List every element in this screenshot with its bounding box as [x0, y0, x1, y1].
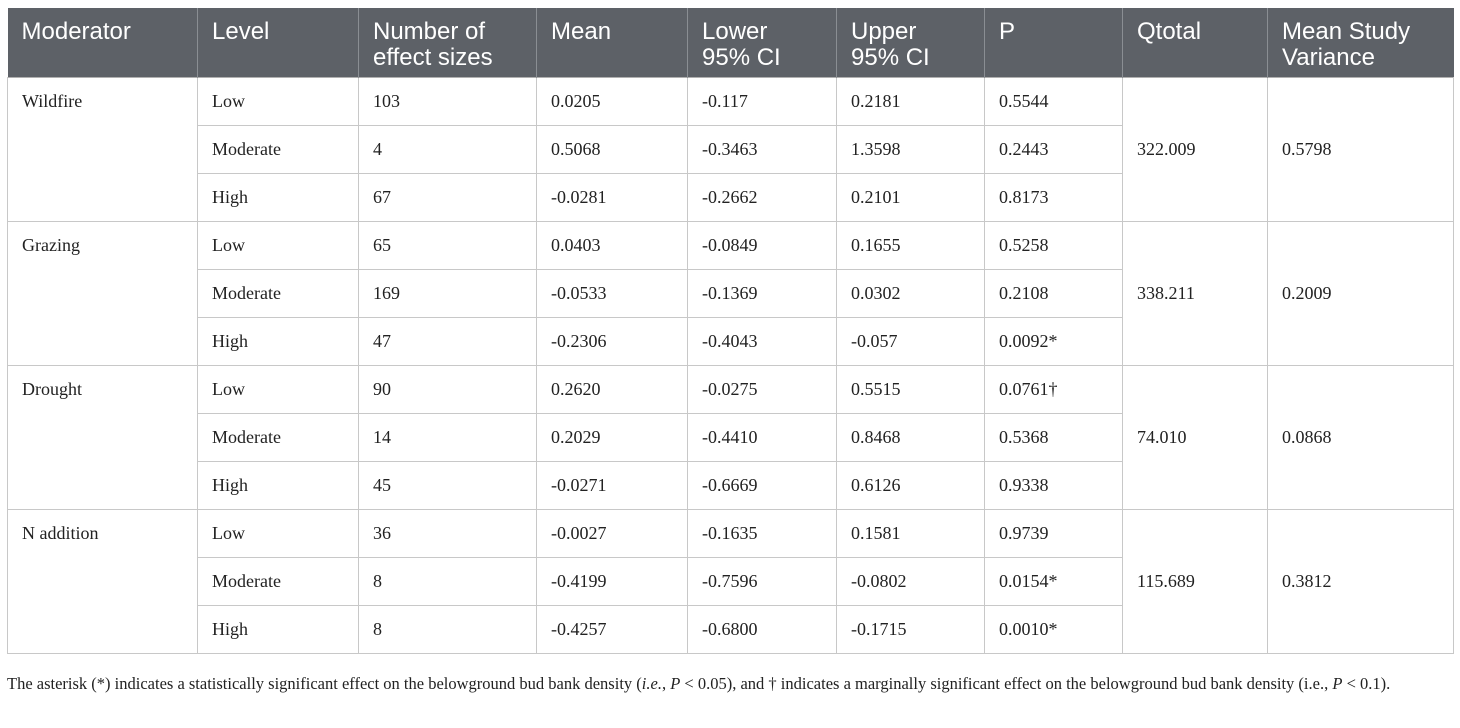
mean-cell: -0.0271 [537, 461, 688, 509]
mean-cell: 0.2029 [537, 413, 688, 461]
table-row [8, 509, 1454, 557]
mean-cell: -0.0027 [537, 509, 688, 557]
lower-ci-cell: -0.6669 [688, 461, 837, 509]
upper-ci-cell: 1.3598 [837, 125, 985, 173]
upper-ci-cell: -0.1715 [837, 605, 985, 653]
p-value-cell: 0.0092* [985, 317, 1123, 365]
effect-size-count-cell: 8 [359, 557, 537, 605]
qtotal-cell: 338.211 [1123, 221, 1268, 365]
p-value-cell: 0.2443 [985, 125, 1123, 173]
header-mean: Mean [537, 8, 688, 77]
header-mean-study-variance: Mean Study Variance [1268, 8, 1454, 77]
table-body [8, 77, 1454, 653]
header-lower-ci: Lower 95% CI [688, 8, 837, 77]
lower-ci-cell: -0.4410 [688, 413, 837, 461]
p-value-cell: 0.2108 [985, 269, 1123, 317]
level-cell: Low [198, 365, 359, 413]
mean-study-variance-cell: 0.5798 [1268, 77, 1454, 221]
mean-study-variance-cell: 0.2009 [1268, 221, 1454, 365]
upper-ci-cell: 0.1655 [837, 221, 985, 269]
moderator-cell: N addition [8, 509, 198, 653]
footnote-text: , [661, 674, 671, 693]
mean-cell: 0.5068 [537, 125, 688, 173]
lower-ci-cell: -0.1635 [688, 509, 837, 557]
upper-ci-cell: 0.6126 [837, 461, 985, 509]
mean-study-variance-cell: 0.0868 [1268, 365, 1454, 509]
mean-cell: -0.0281 [537, 173, 688, 221]
lower-ci-cell: -0.4043 [688, 317, 837, 365]
lower-ci-cell: -0.2662 [688, 173, 837, 221]
p-value-cell: 0.5258 [985, 221, 1123, 269]
upper-ci-cell: 0.8468 [837, 413, 985, 461]
mean-cell: 0.0403 [537, 221, 688, 269]
lower-ci-cell: -0.7596 [688, 557, 837, 605]
p-value-cell: 0.5368 [985, 413, 1123, 461]
lower-ci-cell: -0.117 [688, 77, 837, 125]
upper-ci-cell: 0.2101 [837, 173, 985, 221]
moderator-table [7, 8, 1454, 654]
moderator-cell: Grazing [8, 221, 198, 365]
table-row [8, 221, 1454, 269]
effect-size-count-cell: 47 [359, 317, 537, 365]
p-value-cell: 0.0010* [985, 605, 1123, 653]
footnote-p-symbol: P [670, 674, 681, 693]
effect-size-count-cell: 45 [359, 461, 537, 509]
mean-cell: -0.4199 [537, 557, 688, 605]
upper-ci-cell: 0.0302 [837, 269, 985, 317]
level-cell: Moderate [198, 269, 359, 317]
header-p: P [985, 8, 1123, 77]
effect-size-count-cell: 65 [359, 221, 537, 269]
header-level: Level [198, 8, 359, 77]
table-row [8, 77, 1454, 125]
p-value-cell: 0.0154* [985, 557, 1123, 605]
level-cell: Moderate [198, 557, 359, 605]
level-cell: High [198, 317, 359, 365]
p-value-cell: 0.5544 [985, 77, 1123, 125]
upper-ci-cell: 0.1581 [837, 509, 985, 557]
effect-size-count-cell: 36 [359, 509, 537, 557]
header-moderator: Moderator [8, 8, 198, 77]
footnote-text: < 0.05), and † indicates a marginally significant effect on the belowground bud bank density (i.e., [680, 674, 1333, 693]
header-upper-ci: Upper 95% CI [837, 8, 985, 77]
level-cell: High [198, 461, 359, 509]
effect-size-count-cell: 90 [359, 365, 537, 413]
moderator-cell: Wildfire [8, 77, 198, 221]
mean-cell: -0.0533 [537, 269, 688, 317]
footnote-text: The asterisk (*) indicates a statistically significant effect on the belowground bud bank density ( [7, 674, 642, 693]
table-footnote [7, 673, 1457, 695]
upper-ci-cell: -0.057 [837, 317, 985, 365]
footnote-p-symbol: P [1332, 674, 1343, 693]
qtotal-cell: 115.689 [1123, 509, 1268, 653]
lower-ci-cell: -0.0275 [688, 365, 837, 413]
mean-cell: -0.4257 [537, 605, 688, 653]
table-row [8, 365, 1454, 413]
level-cell: Low [198, 509, 359, 557]
upper-ci-cell: -0.0802 [837, 557, 985, 605]
p-value-cell: 0.9338 [985, 461, 1123, 509]
mean-cell: -0.2306 [537, 317, 688, 365]
mean-cell: 0.0205 [537, 77, 688, 125]
effect-size-count-cell: 169 [359, 269, 537, 317]
mean-cell: 0.2620 [537, 365, 688, 413]
qtotal-cell: 74.010 [1123, 365, 1268, 509]
qtotal-cell: 322.009 [1123, 77, 1268, 221]
level-cell: High [198, 173, 359, 221]
effect-size-count-cell: 8 [359, 605, 537, 653]
level-cell: Low [198, 221, 359, 269]
mean-study-variance-cell: 0.3812 [1268, 509, 1454, 653]
lower-ci-cell: -0.3463 [688, 125, 837, 173]
level-cell: Moderate [198, 125, 359, 173]
header-number-of-effect-sizes: Number of effect sizes [359, 8, 537, 77]
lower-ci-cell: -0.0849 [688, 221, 837, 269]
level-cell: High [198, 605, 359, 653]
footnote-text: < 0.1). [1342, 674, 1391, 693]
lower-ci-cell: -0.6800 [688, 605, 837, 653]
effect-size-count-cell: 103 [359, 77, 537, 125]
header-row [8, 8, 1454, 77]
footnote-ie: i.e. [641, 674, 662, 693]
level-cell: Moderate [198, 413, 359, 461]
effect-size-count-cell: 4 [359, 125, 537, 173]
effect-size-count-cell: 14 [359, 413, 537, 461]
level-cell: Low [198, 77, 359, 125]
header-qtotal: Qtotal [1123, 8, 1268, 77]
moderator-cell: Drought [8, 365, 198, 509]
effect-size-count-cell: 67 [359, 173, 537, 221]
lower-ci-cell: -0.1369 [688, 269, 837, 317]
p-value-cell: 0.0761† [985, 365, 1123, 413]
upper-ci-cell: 0.2181 [837, 77, 985, 125]
p-value-cell: 0.9739 [985, 509, 1123, 557]
upper-ci-cell: 0.5515 [837, 365, 985, 413]
p-value-cell: 0.8173 [985, 173, 1123, 221]
